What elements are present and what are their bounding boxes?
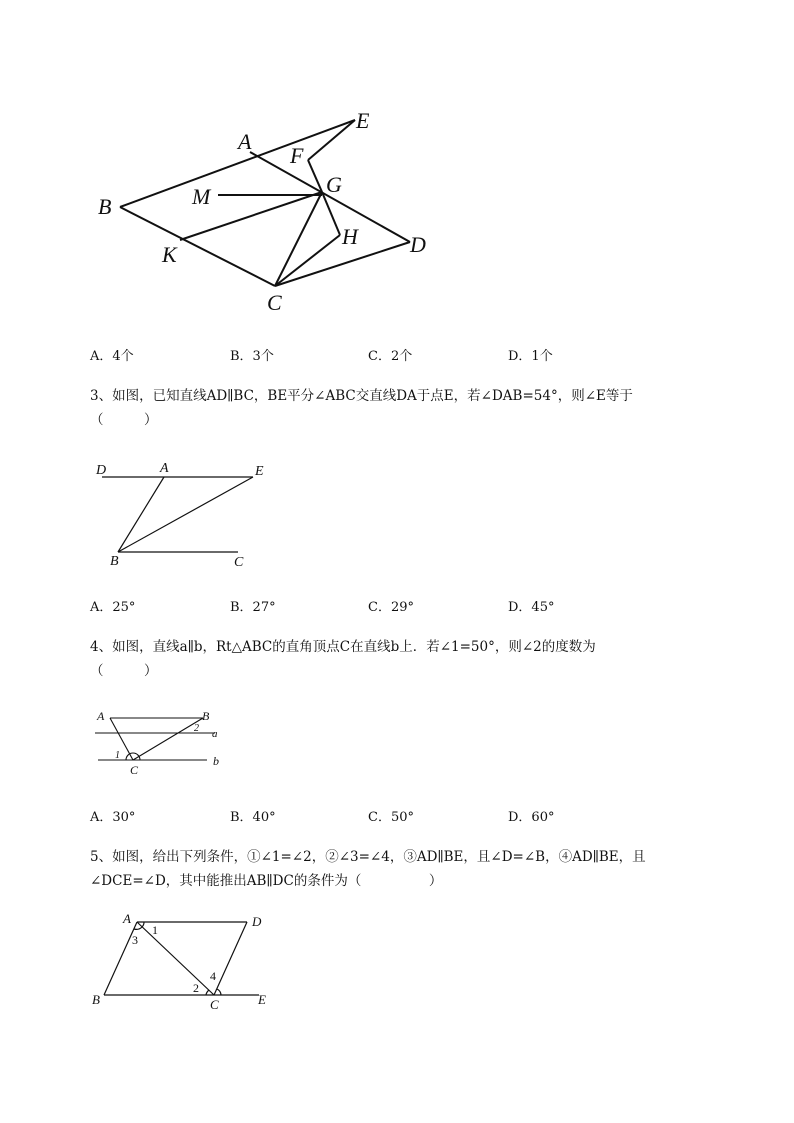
q5-label-4: 4 <box>210 969 216 983</box>
q3-label-A: A <box>160 461 169 476</box>
q3-label-B: B <box>110 554 119 569</box>
q3-option-c[interactable]: C．29° <box>368 600 414 615</box>
label-A: A <box>238 129 252 154</box>
label-F: F <box>290 143 304 168</box>
q3-question <box>90 384 690 432</box>
q4-label-A: A <box>97 709 105 723</box>
q3-option-b[interactable]: B．27° <box>230 600 276 615</box>
q5-label-C: C <box>210 997 219 1012</box>
q4-label-B: B <box>202 709 210 723</box>
q3-option-d[interactable]: D．45° <box>508 600 555 615</box>
q5-label-B: B <box>92 992 100 1007</box>
q5-text-line1: 5、如图，给出下列条件，①∠1=∠2，②∠3=∠4，③AD∥BE，且∠D=∠B，④AD∥BE，且 <box>90 849 646 865</box>
q2-option-d[interactable]: D．1个 <box>508 349 553 364</box>
q3-text-line1: 3、如图，已知直线AD∥BC，BE平分∠ABC交直线DA于点E，若∠DAB=54°，则∠E等于 <box>90 388 633 404</box>
figure-q5-geometry <box>90 910 280 1015</box>
q2-option-a[interactable]: A．4个 <box>90 349 134 364</box>
label-K: K <box>162 242 177 267</box>
label-H: H <box>342 224 358 249</box>
q4-text-line1: 4、如图，直线a∥b，Rt△ABC的直角顶点C在直线b上．若∠1=50°，则∠2的度数为 <box>90 639 596 655</box>
q3-label-E: E <box>255 464 264 479</box>
q3-label-D: D <box>96 463 107 478</box>
q4-option-a[interactable]: A．30° <box>90 810 136 825</box>
label-C: C <box>267 290 282 315</box>
q4-option-b[interactable]: B．40° <box>230 810 276 825</box>
figure-q4-geometry <box>90 705 240 780</box>
label-E: E <box>356 108 370 133</box>
q4-label-a: a <box>212 728 218 740</box>
q2-option-c[interactable]: C．2个 <box>368 349 413 364</box>
q5-label-E: E <box>258 992 266 1007</box>
q4-label-C: C <box>130 763 139 777</box>
figure-q2-geometry <box>90 100 450 320</box>
label-D: D <box>410 232 426 257</box>
label-B: B <box>98 194 112 219</box>
q4-text-line2: （ ） <box>90 663 158 679</box>
q5-label-3: 3 <box>132 933 138 947</box>
q5-label-2: 2 <box>193 981 199 995</box>
q4-option-c[interactable]: C．50° <box>368 810 414 825</box>
q5-label-1: 1 <box>152 923 158 937</box>
q4-label-1: 1 <box>115 750 120 761</box>
q4-label-2: 2 <box>194 723 199 734</box>
q2-option-b[interactable]: B．3个 <box>230 349 274 364</box>
figure-q3-geometry <box>90 455 290 575</box>
q5-question <box>90 845 690 893</box>
q5-text-line2: ∠DCE=∠D，其中能推出AB∥DC的条件为（ ） <box>90 873 443 889</box>
q5-label-D: D <box>252 914 262 929</box>
q3-text-line2: （ ） <box>90 412 158 428</box>
label-G: G <box>326 172 342 197</box>
q4-question <box>90 635 690 683</box>
q4-label-b: b <box>213 754 219 768</box>
q4-option-d[interactable]: D．60° <box>508 810 555 825</box>
q3-label-C: C <box>234 555 244 570</box>
q3-option-a[interactable]: A．25° <box>90 600 136 615</box>
q5-label-A: A <box>123 911 131 926</box>
label-M: M <box>192 184 211 209</box>
